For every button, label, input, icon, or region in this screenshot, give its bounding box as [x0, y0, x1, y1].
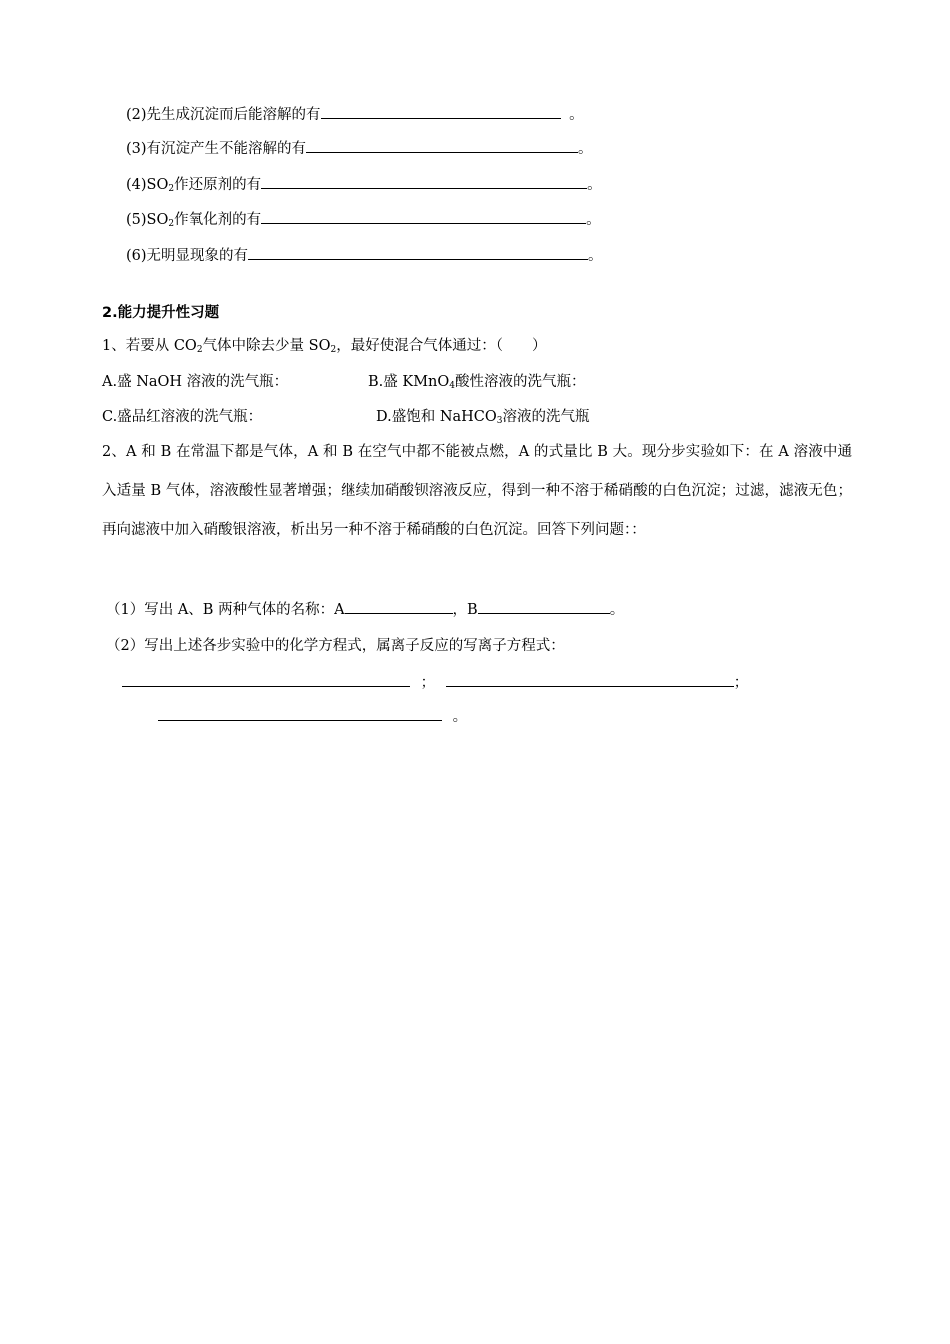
question-3-text: (3)有沉淀产生不能溶解的有: [126, 141, 307, 157]
answer-blank-a[interactable]: [345, 599, 453, 614]
question-2-line: [126, 104, 584, 125]
separator: ，B: [452, 602, 478, 618]
period: 。: [586, 212, 601, 228]
subscript: 2: [196, 345, 203, 355]
semicolon: ；: [733, 675, 749, 691]
option-c-text: C.盛品红溶液的洗气瓶：: [102, 409, 263, 425]
subquestion-2: [106, 636, 565, 656]
period: 。: [609, 602, 625, 618]
option-d[interactable]: [376, 407, 590, 431]
option-d-text: D.盛饱和 NaHCO: [376, 409, 497, 425]
option-b-text: B.盛 KMnO: [368, 374, 450, 390]
question-2-stem: 2、A 和 B 在常温下都是气体，A 和 B 在空气中都不能被点燃，A 的式量比 B 大。现分步实验如下：在 A 溶液中通入适量 B 气体，溶液酸性显著增强；继续加硝酸钡溶液反应，得到一种不溶于稀硝酸的白色沉淀；过滤，滤液无色；再向滤液中加入硝酸银溶液，析出另一种不溶于稀硝酸的白色沉淀。回答下列问题：：: [102, 444, 852, 538]
period: 。: [452, 709, 468, 725]
period: 。: [587, 177, 602, 193]
equation-line-1: [122, 672, 748, 693]
question-5-suffix: 作氧化剂的有: [174, 212, 262, 228]
question-4-line: [126, 174, 602, 199]
answer-blank-2[interactable]: [321, 104, 561, 119]
question-2-text: (2)先生成沉淀而后能溶解的有: [126, 107, 321, 123]
answer-blank-b[interactable]: [478, 599, 610, 614]
option-a-text: A.盛 NaOH 溶液的洗气瓶：: [102, 374, 289, 390]
subquestion-1-text: （1）写出 A、B 两种气体的名称：A: [106, 602, 345, 618]
question-5-line: [126, 209, 601, 234]
period: 。: [588, 248, 603, 264]
stem-part: ，最好使混合气体通过：（ ）: [336, 338, 547, 354]
subscript: 2: [330, 345, 337, 355]
stem-part: 气体中除去少量 SO: [202, 338, 331, 354]
option-a[interactable]: [102, 372, 288, 392]
subscript: 2: [168, 219, 175, 229]
subquestion-2-text: （2）写出上述各步实验中的化学方程式，属离子反应的写离子方程式：: [106, 638, 565, 654]
option-b-text: 酸性溶液的洗气瓶：: [455, 374, 586, 390]
subscript: 2: [168, 184, 175, 194]
question-4-suffix: 作还原剂的有: [174, 177, 262, 193]
subquestion-1: [106, 599, 624, 620]
option-b[interactable]: [368, 372, 586, 396]
subscript: 3: [496, 416, 503, 426]
stem-part: 1、若要从 CO: [102, 338, 197, 354]
period: 。: [569, 107, 584, 123]
period: 。: [578, 141, 593, 157]
equation-blank-3[interactable]: [158, 706, 442, 721]
option-d-text: 溶液的洗气瓶: [502, 409, 590, 425]
answer-blank-3[interactable]: [306, 138, 578, 153]
semicolon: ；: [420, 675, 436, 691]
option-c[interactable]: [102, 407, 262, 427]
subscript: 4: [449, 381, 456, 391]
question-5-prefix: (5)SO: [126, 212, 169, 228]
mc-question-stem: [102, 336, 546, 360]
equation-line-2: [158, 706, 467, 727]
question-3-line: [126, 138, 593, 159]
section-heading: 2.能力提升性习题: [102, 305, 220, 321]
question-4-prefix: (4)SO: [126, 177, 169, 193]
question-6-line: [126, 245, 603, 266]
equation-blank-1[interactable]: [122, 672, 410, 687]
answer-blank-5[interactable]: [261, 209, 586, 224]
answer-blank-4[interactable]: [261, 174, 587, 189]
answer-blank-6[interactable]: [248, 245, 588, 260]
equation-blank-2[interactable]: [446, 672, 734, 687]
question-6-text: (6)无明显现象的有: [126, 248, 249, 264]
